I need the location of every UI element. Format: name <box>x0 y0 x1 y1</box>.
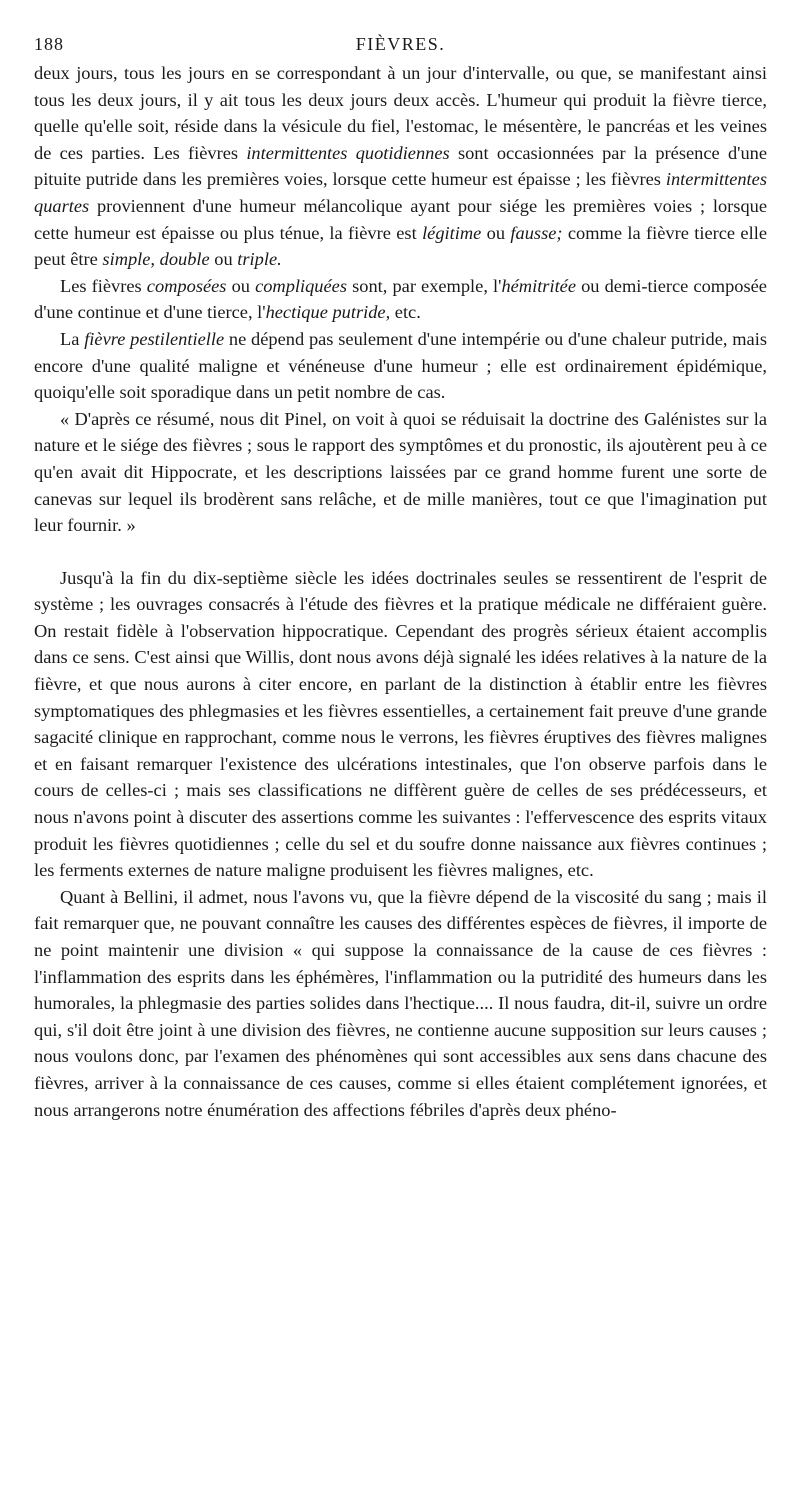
page-number: 188 <box>34 34 64 54</box>
italic-text: hémitritée <box>501 275 577 296</box>
text-run: proviennent d'une humeur mélancolique ayant pour siége les premières voies ; lorsque cette humeur est épaisse ou plus ténue, la fièvre est <box>34 195 767 243</box>
italic-text: simple, double <box>102 249 210 270</box>
text-run: etc. <box>390 302 421 323</box>
italic-text: fièvre pestilentielle <box>84 328 225 349</box>
italic-text: compliquées <box>255 275 347 296</box>
text-run: ne dépend pas seulement d'une intempérie ou d'une chaleur putride, mais encore d'une qualité maligne et vénéneuse d'une humeur ; elle est ordinairement épidémique, quoiqu'elle soit sporadique dans un petit nombre de cas. <box>34 328 767 403</box>
text-run: ou <box>226 275 256 296</box>
italic-text: triple. <box>237 249 282 270</box>
paragraph <box>34 273 767 326</box>
italic-text: légitime <box>422 222 482 243</box>
text-run: deux jours, tous les jours en se correspondant à un jour d'intervalle, ou que, se manifestant ainsi tous les deux jours, il y ait tous les deux jours deux accès. L'humeur qui produit la fièvre tierce, quelle qu'elle soit, réside dans la vésicule du fiel, l'estomac, le mésentère, le pancréas et les veines de ces parties. Les fièvres <box>34 63 767 163</box>
paragraph <box>34 884 767 1123</box>
text-run: ou <box>209 249 238 270</box>
paragraph <box>34 60 767 273</box>
text-run: Quant à Bellini, il admet, nous l'avons vu, que la fièvre dépend de la viscosité du sang ; mais il fait remarquer que, ne pouvant connaître les causes des différentes espèces de fièvres, il importe de ne point maintenir une division « qui suppose la connaissance de la cause de ces fièvres : l'inflammation des esprits dans les éphémères, l'inflammation ou la putridité des humeurs dans les humorales, la phlegmasie des parties solides dans l'hectique.... Il nous faudra, dit-il, suivre un ordre qui, s'il doit être joint à une division des fièvres, ne contienne aucune supposition sur leurs causes ; nous voulons donc, par l'examen des phénomènes qui sont accessibles aux sens dans chacune des fièvres, arriver à la connaissance de ces causes, comme si elles étaient complétement ignorées, et nous arrangerons notre énumération des affections fébriles d'après deux phéno- <box>34 886 767 1120</box>
text-run: ou <box>481 222 511 243</box>
text-run: sont, par exemple, l' <box>347 275 502 296</box>
italic-text: composées <box>146 275 227 296</box>
paragraph <box>34 326 767 406</box>
text-run: « D'après ce résumé, nous dit Pinel, on voit à quoi se réduisait la doctrine des Galénistes sur la nature et le siége des fièvres ; sous le rapport des symptômes et du pronostic, ils ajoutèrent peu à ce qu'en avait dit Hippocrate, et les descriptions laissées par ce grand homme furent une sorte de canevas sur lequel ils brodèrent sans relâche, et de mille manières, tout ce que l'imagination put leur fournir. » <box>34 408 767 536</box>
body-text <box>34 60 767 1123</box>
italic-text: fausse; <box>510 222 563 243</box>
book-page <box>34 30 767 1123</box>
running-title: FIÈVRES. <box>355 34 446 54</box>
text-run: Les fièvres <box>60 275 147 296</box>
text-run: La <box>60 328 85 349</box>
text-run: Jusqu'à la fin du dix-septième siècle les idées doctrinales seules se ressentirent de l'esprit de système ; les ouvrages consacrés à l'étude des fièvres et la pratique médicale ne différaient guère. On restait fidèle à l'observation hippocratique. Cependant des progrès sérieux étaient accomplis dans ce sens. C'est ainsi que Willis, dont nous avons déjà signalé les idées relatives à la nature de la fièvre, et que nous aurons à citer encore, en parlant de la distinction à établir entre les fièvres symptomatiques des phlegmasies et les fièvres essentielles, a certainement fait preuve d'une grande sagacité clinique en rapprochant, comme nous le verrons, les fièvres éruptives des fièvres malignes et en faisant remarquer l'existence des ulcérations intestinales, que l'on observe parfois dans le cours de celles-ci ; mais ses classifications ne diffèrent guère de celles de ses prédécesseurs, et nous n'avons point à discuter des assertions comme les suivantes : l'effervescence des esprits vitaux produit les fièvres quotidiennes ; celle du sel et du soufre donne naissance aux fièvres continues ; les ferments externes de nature maligne produisent les fièvres malignes, etc. <box>34 567 767 881</box>
italic-text: intermittentes quotidiennes <box>246 142 450 163</box>
running-head <box>34 30 767 60</box>
italic-text: intermittentes quartes <box>34 169 767 216</box>
paragraph <box>34 565 767 884</box>
text-run: ou demi-tierce composée d'une continue et d'une tierce, l' <box>34 275 767 323</box>
italic-text: hectique putride, <box>265 302 391 323</box>
text-run: sont occasionnées par la présence d'une pituite putride dans les premières voies, lorsque cette humeur est épaisse ; les fièvres <box>34 142 768 190</box>
text-run: comme la fièvre tierce elle peut être <box>34 222 767 270</box>
paragraph <box>34 406 767 539</box>
